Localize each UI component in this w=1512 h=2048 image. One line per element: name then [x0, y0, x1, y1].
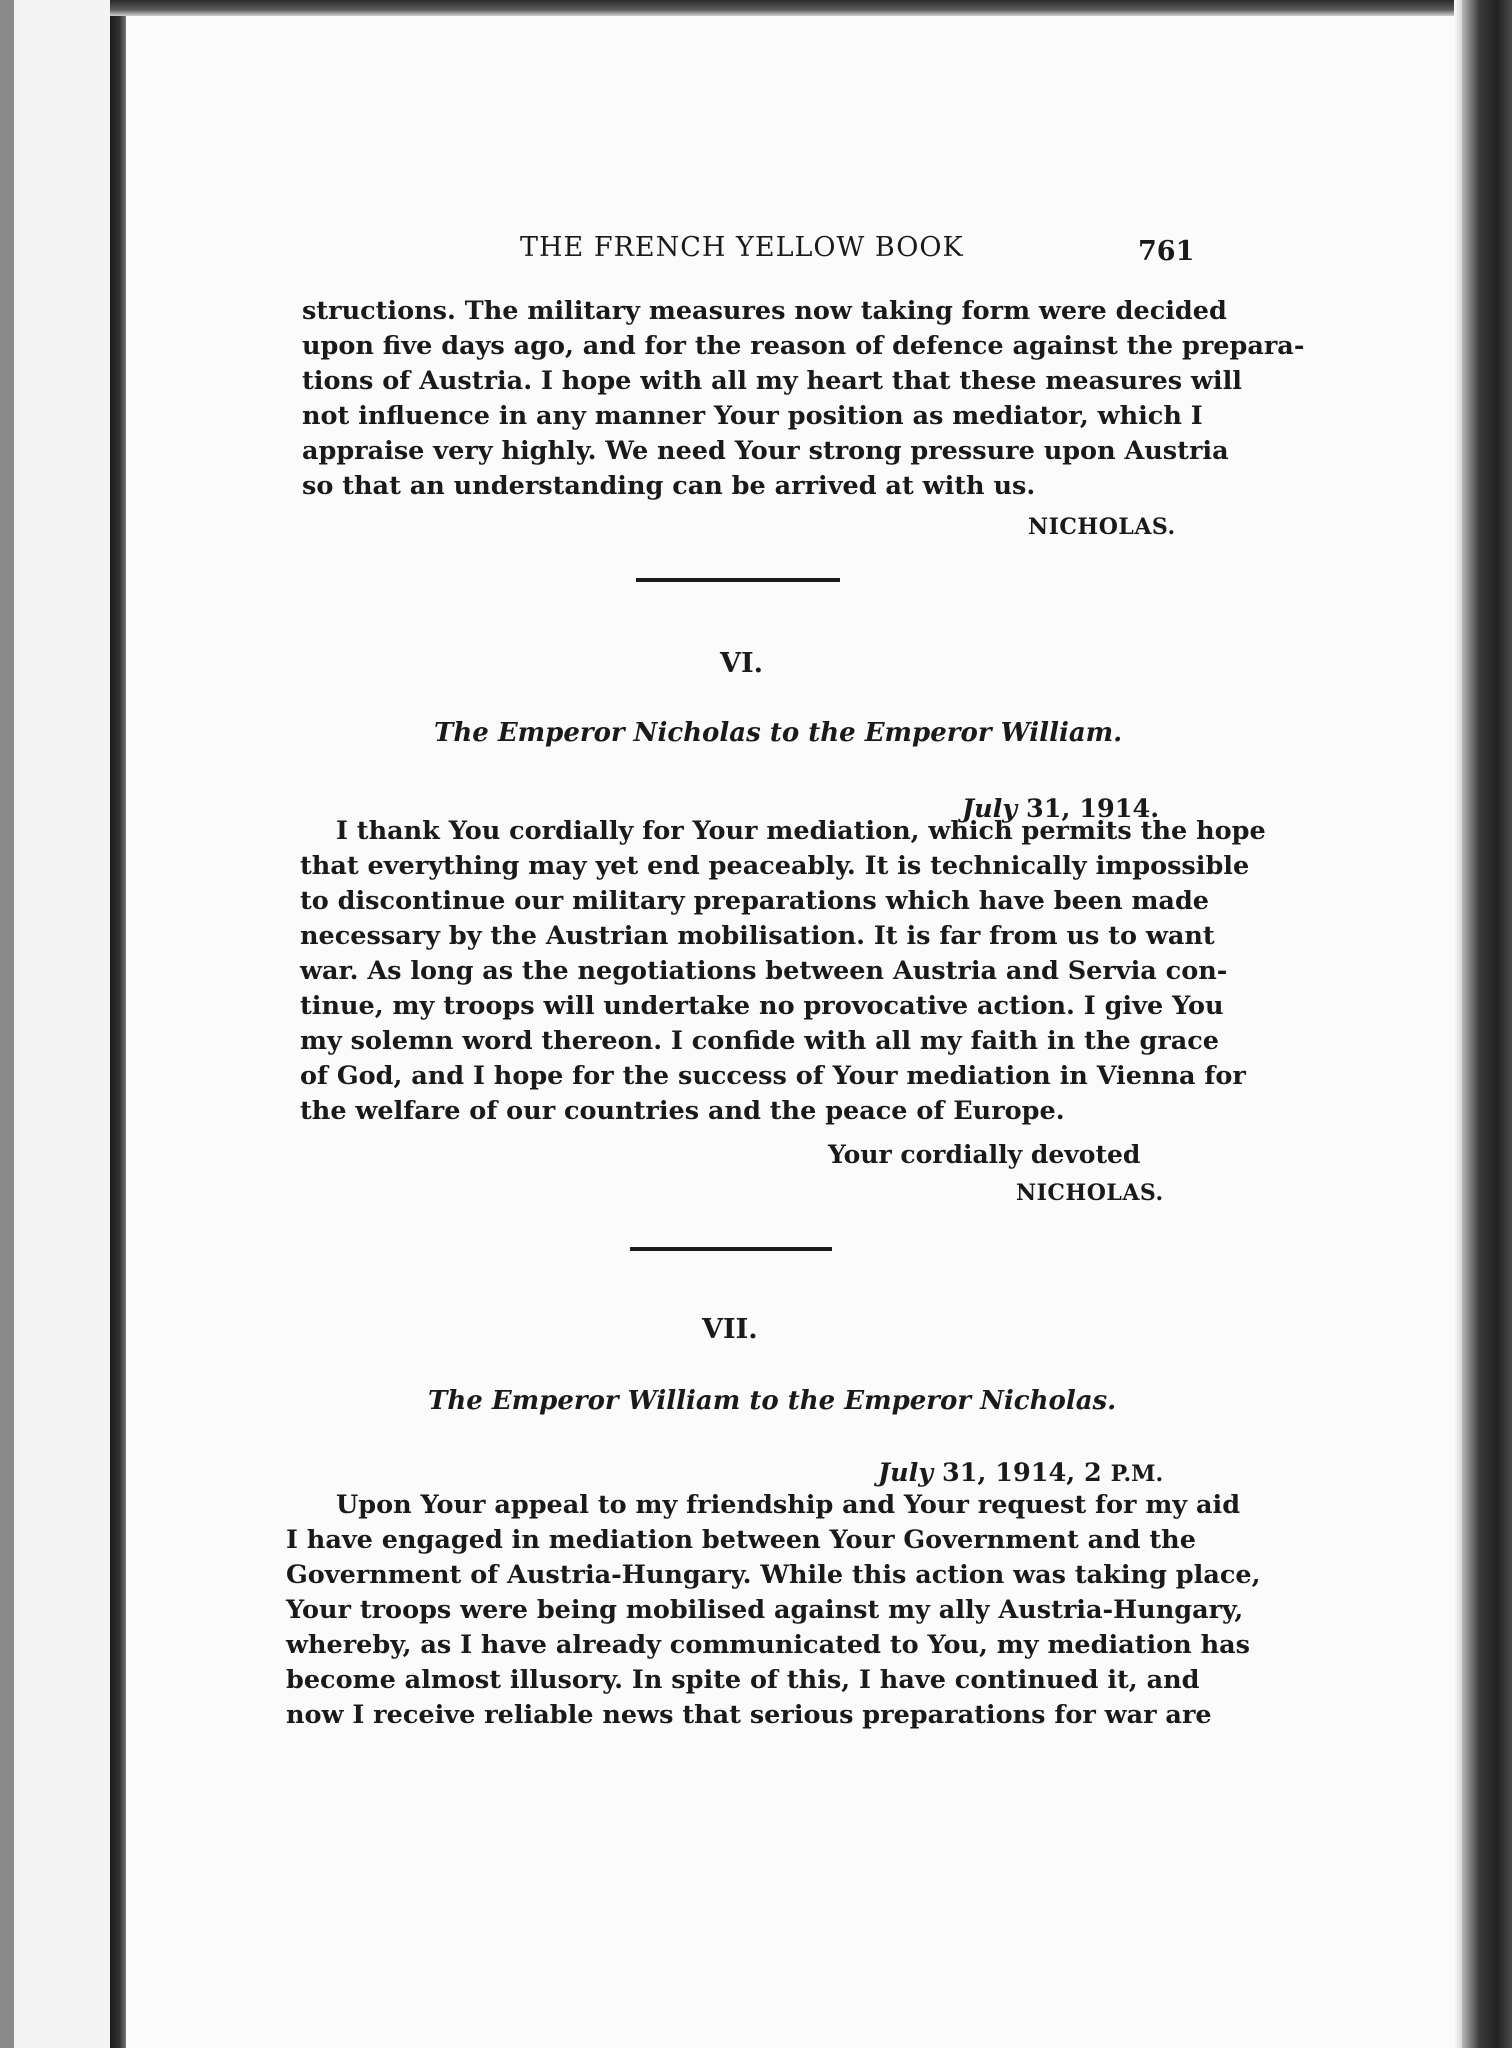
text-line: Upon Your appeal to my friendship and Your request for my aid [336, 1490, 1241, 1520]
left-page-edge [0, 0, 14, 2048]
date-day-year: 31, 1914, 2 [933, 1458, 1111, 1488]
text-line: so that an understanding can be arrived at with us. [302, 471, 1036, 501]
closing-line: Your cordially devoted [828, 1140, 1141, 1169]
text-line: I thank You cordially for Your mediation, which permits the hope [336, 816, 1266, 846]
top-page-edge [110, 0, 1512, 16]
text-line: Your troops were being mobilised against my ally Austria-Hungary, [286, 1595, 1244, 1625]
letter-date [878, 1458, 1163, 1488]
facing-page-margin [14, 0, 110, 2048]
signature-nicholas: NICHOLAS. [1016, 1180, 1164, 1206]
section-heading: The Emperor William to the Emperor Nicholas. [428, 1386, 1117, 1416]
date-month: July [878, 1458, 934, 1488]
text-line: war. As long as the negotiations between Austria and Servia con- [300, 956, 1228, 986]
text-line: of God, and I hope for the success of Your mediation in Vienna for [300, 1061, 1246, 1091]
date-time: P.M. [1110, 1461, 1164, 1487]
continuation-paragraph [302, 294, 1305, 504]
text-line: I have engaged in mediation between Your Government and the [286, 1525, 1196, 1555]
text-line: appraise very highly. We need Your strong pressure upon Austria [302, 436, 1229, 466]
text-line: upon five days ago, and for the reason of defence against the prepara- [302, 331, 1305, 361]
section-numeral: VI. [720, 648, 763, 679]
section-divider [636, 578, 840, 582]
date-month: July [962, 794, 1018, 824]
right-page-edge [1462, 0, 1512, 2048]
letter-body [286, 1488, 1261, 1733]
running-head: THE FRENCH YELLOW BOOK [520, 232, 964, 263]
text-line: necessary by the Austrian mobilisation. It is far from us to want [300, 921, 1215, 951]
text-line: structions. The military measures now taking form were decided [302, 296, 1227, 326]
letter-body [300, 814, 1266, 1129]
right-page-shadow [1454, 0, 1462, 2048]
section-divider [630, 1247, 832, 1251]
text-line: now I receive reliable news that serious preparations for war are [286, 1700, 1212, 1730]
page-number: 761 [1138, 236, 1195, 267]
text-line: the welfare of our countries and the peace of Europe. [300, 1096, 1065, 1126]
text-line: my solemn word thereon. I confide with all my faith in the grace [300, 1026, 1220, 1056]
section-numeral: VII. [702, 1314, 758, 1345]
signature-nicholas: NICHOLAS. [1028, 514, 1176, 540]
text-line: that everything may yet end peaceably. It is technically impossible [300, 851, 1250, 881]
date-day-year: 31, 1914. [1017, 794, 1160, 824]
section-heading: The Emperor Nicholas to the Emperor William. [434, 718, 1123, 748]
text-line: to discontinue our military preparations which have been made [300, 886, 1209, 916]
text-line: become almost illusory. In spite of this, I have continued it, and [286, 1665, 1200, 1695]
text-line: Government of Austria-Hungary. While this action was taking place, [286, 1560, 1261, 1590]
text-line: tinue, my troops will undertake no provocative action. I give You [300, 991, 1224, 1021]
text-line: whereby, as I have already communicated to You, my mediation has [286, 1630, 1251, 1660]
text-line: tions of Austria. I hope with all my heart that these measures will [302, 366, 1242, 396]
text-line: not influence in any manner Your position as mediator, which I [302, 401, 1203, 431]
book-binding [110, 0, 126, 2048]
